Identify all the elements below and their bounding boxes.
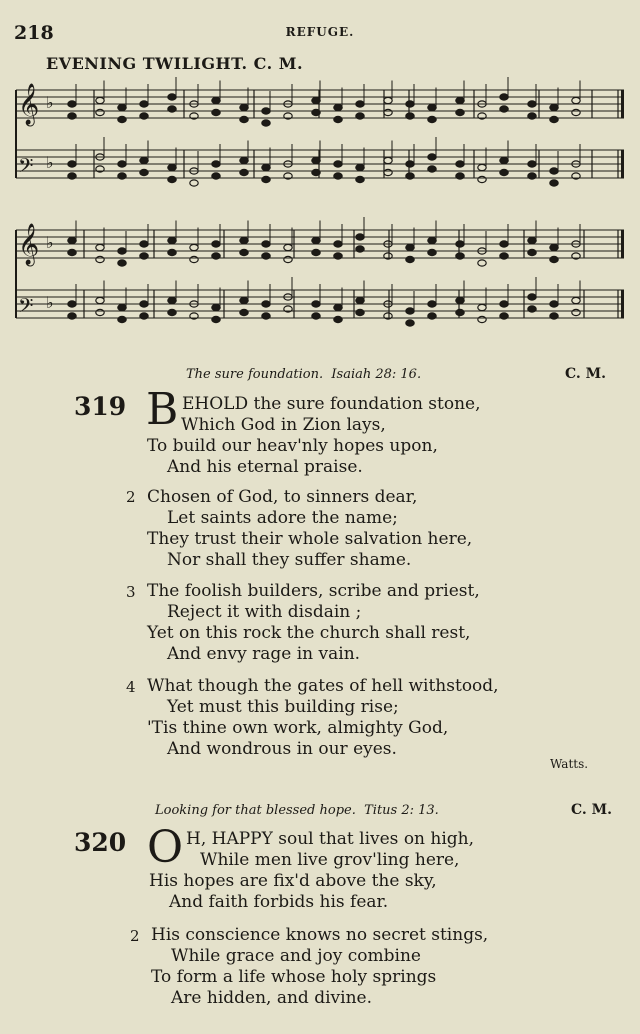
note-head	[118, 116, 126, 122]
final-bar	[621, 230, 624, 258]
note-head	[262, 313, 270, 319]
note-head	[356, 101, 364, 107]
note-head	[356, 297, 364, 303]
note-head	[240, 157, 248, 163]
note-head	[68, 313, 76, 319]
note-head	[528, 294, 536, 300]
note-head	[428, 237, 436, 243]
note-head	[334, 253, 342, 259]
note-head	[550, 168, 558, 174]
note-head	[528, 101, 536, 107]
note-head	[68, 101, 76, 107]
final-bar	[621, 150, 624, 178]
hymn-319-heading: The sure foundation. Isaiah 28: 16.	[186, 367, 422, 382]
note-head	[428, 116, 436, 122]
note-head	[428, 249, 436, 255]
hymn-319-verse-4-number: 4	[126, 678, 136, 696]
hymn-319-verse-3-number: 3	[126, 583, 136, 601]
note-head	[428, 313, 436, 319]
note-head	[168, 249, 176, 255]
note-head	[140, 241, 148, 247]
hymn-320-line-2: While men live grov'ling here,	[200, 850, 460, 870]
note-head	[240, 249, 248, 255]
note-head	[456, 253, 464, 259]
note-head	[334, 241, 342, 247]
note-head	[312, 237, 320, 243]
note-head	[140, 113, 148, 119]
note-head	[550, 256, 558, 262]
note-head	[262, 176, 270, 182]
note-head	[572, 97, 580, 103]
note-head	[500, 301, 508, 307]
note-head	[384, 169, 392, 175]
note-head	[550, 104, 558, 110]
key-signature-flat-icon: ♭	[46, 293, 54, 312]
hymn-319-line-3: To build our heav'nly hopes upon,	[147, 436, 438, 456]
note-head	[334, 173, 342, 179]
page-number: 218	[14, 22, 54, 44]
note-head	[96, 244, 104, 250]
note-head	[500, 313, 508, 319]
note-head	[240, 309, 248, 315]
note-head	[190, 256, 198, 262]
note-head	[68, 237, 76, 243]
hymn-319-line-1: EHOLD the sure foundation stone,	[182, 394, 481, 414]
note-head	[500, 94, 508, 100]
note-head	[118, 161, 126, 167]
note-head	[118, 304, 126, 310]
note-head	[118, 316, 126, 322]
note-head	[528, 306, 536, 312]
note-head	[68, 113, 76, 119]
note-head	[572, 297, 580, 303]
hymn-319-v2-line-3: They trust their whole salvation here,	[147, 529, 473, 549]
note-head	[212, 109, 220, 115]
note-head	[478, 316, 486, 322]
hymn-319-author: Watts.	[550, 757, 589, 771]
hymn-320-number: 320	[74, 828, 127, 857]
note-head	[262, 120, 270, 126]
note-head	[478, 260, 486, 266]
note-head	[118, 248, 126, 254]
note-head	[96, 297, 104, 303]
note-head	[478, 304, 486, 310]
hymn-319-number: 319	[74, 392, 127, 421]
hymn-320-v2-line-2: While grace and joy combine	[171, 946, 421, 966]
note-head	[384, 97, 392, 103]
note-head	[334, 116, 342, 122]
note-head	[284, 256, 292, 262]
note-head	[456, 161, 464, 167]
note-head	[118, 173, 126, 179]
note-head	[68, 249, 76, 255]
note-head	[428, 104, 436, 110]
key-signature-flat-icon: ♭	[46, 93, 54, 112]
note-head	[456, 309, 464, 315]
note-head	[572, 109, 580, 115]
note-head	[334, 104, 342, 110]
bass-clef-icon: 𝄢	[18, 154, 34, 182]
hymn-320-v2-line-4: Are hidden, and divine.	[171, 988, 372, 1008]
note-head	[428, 154, 436, 160]
note-head	[406, 244, 414, 250]
note-head	[212, 253, 220, 259]
key-signature-flat-icon: ♭	[46, 233, 54, 252]
note-head	[212, 173, 220, 179]
note-head	[140, 157, 148, 163]
hymn-320-meter: C. M.	[571, 802, 613, 818]
hymn-320-v2-line-1: His conscience knows no secret stings,	[151, 925, 489, 945]
hymn-320-verse-2-number: 2	[130, 927, 140, 945]
note-head	[456, 173, 464, 179]
note-head	[140, 101, 148, 107]
note-head	[550, 313, 558, 319]
note-head	[96, 256, 104, 262]
hymn-319-line-2: Which God in Zion lays,	[181, 415, 386, 435]
note-head	[528, 237, 536, 243]
note-head	[212, 241, 220, 247]
note-head	[262, 108, 270, 114]
treble-clef-icon: 𝄞	[18, 84, 40, 125]
note-head	[406, 161, 414, 167]
note-head	[168, 106, 176, 112]
note-head	[96, 309, 104, 315]
note-head	[406, 308, 414, 314]
note-head	[312, 109, 320, 115]
note-head	[528, 249, 536, 255]
note-head	[68, 173, 76, 179]
sheet-music	[14, 72, 626, 344]
note-head	[140, 253, 148, 259]
hymn-319-line-4: And his eternal praise.	[167, 457, 363, 477]
note-head	[262, 253, 270, 259]
final-bar	[621, 90, 624, 118]
note-head	[168, 237, 176, 243]
note-head	[572, 309, 580, 315]
note-head	[140, 301, 148, 307]
hymn-319-v4-line-3: 'Tis thine own work, almighty God,	[147, 718, 449, 738]
note-head	[334, 316, 342, 322]
note-head	[284, 244, 292, 250]
note-head	[528, 113, 536, 119]
key-signature-flat-icon: ♭	[46, 153, 54, 172]
note-head	[168, 297, 176, 303]
note-head	[384, 109, 392, 115]
note-head	[312, 301, 320, 307]
note-head	[406, 113, 414, 119]
note-head	[500, 241, 508, 247]
note-head	[384, 157, 392, 163]
note-head	[118, 104, 126, 110]
note-head	[212, 304, 220, 310]
note-head	[140, 313, 148, 319]
hymn-320-line-4: And faith forbids his fear.	[169, 892, 389, 912]
note-head	[240, 169, 248, 175]
hymn-320-line-1: H, HAPPY soul that lives on high,	[186, 829, 475, 849]
note-head	[334, 161, 342, 167]
final-bar	[621, 290, 624, 318]
note-head	[312, 249, 320, 255]
note-head	[312, 97, 320, 103]
note-head	[262, 301, 270, 307]
note-head	[312, 313, 320, 319]
note-head	[212, 97, 220, 103]
tune-name: EVENING TWILIGHT.	[46, 54, 248, 73]
hymn-319-v4-line-1: What though the gates of hell withstood,	[147, 676, 499, 696]
note-head	[356, 164, 364, 170]
note-head	[456, 97, 464, 103]
note-head	[406, 101, 414, 107]
bass-clef-icon: 𝄢	[18, 294, 34, 322]
hymn-319-meter: C. M.	[565, 366, 607, 382]
tune-title	[46, 54, 303, 73]
tune-meter: C. M.	[253, 54, 304, 73]
hymn-320-v2-line-3: To form a life whose holy springs	[151, 967, 437, 987]
hymn-320-drop-cap: O	[147, 822, 184, 873]
note-head	[406, 173, 414, 179]
note-head	[168, 94, 176, 100]
note-head	[168, 309, 176, 315]
note-head	[356, 309, 364, 315]
note-head	[96, 109, 104, 115]
note-head	[96, 97, 104, 103]
note-head	[406, 320, 414, 326]
note-head	[356, 176, 364, 182]
note-head	[550, 301, 558, 307]
note-head	[500, 253, 508, 259]
note-head	[528, 173, 536, 179]
note-head	[550, 116, 558, 122]
note-head	[168, 176, 176, 182]
running-head: REFUGE.	[285, 25, 355, 39]
note-head	[190, 244, 198, 250]
note-head	[478, 164, 486, 170]
hymn-319-verse-2-number: 2	[126, 488, 136, 506]
note-head	[456, 241, 464, 247]
note-head	[428, 166, 436, 172]
note-head	[312, 157, 320, 163]
hymn-319-v3-line-4: And envy rage in vain.	[167, 644, 361, 664]
note-head	[262, 164, 270, 170]
hymn-319-v3-line-1: The foolish builders, scribe and priest,	[147, 581, 480, 601]
note-head	[262, 241, 270, 247]
note-head	[406, 256, 414, 262]
note-head	[140, 169, 148, 175]
note-head	[68, 301, 76, 307]
note-head	[500, 169, 508, 175]
hymn-319-v3-line-3: Yet on this rock the church shall rest,	[147, 623, 471, 643]
hymn-319-drop-cap: B	[146, 384, 179, 435]
note-head	[68, 161, 76, 167]
note-head	[356, 234, 364, 240]
note-head	[240, 104, 248, 110]
note-head	[312, 169, 320, 175]
note-head	[118, 260, 126, 266]
note-head	[240, 237, 248, 243]
note-head	[356, 246, 364, 252]
note-head	[212, 161, 220, 167]
note-head	[550, 244, 558, 250]
note-head	[428, 301, 436, 307]
hymn-319-v4-line-2: Yet must this building rise;	[167, 697, 399, 717]
note-head	[456, 297, 464, 303]
note-head	[212, 316, 220, 322]
note-head	[500, 106, 508, 112]
note-head	[240, 297, 248, 303]
hymn-319-v2-line-2: Let saints adore the name;	[167, 508, 398, 528]
note-head	[240, 116, 248, 122]
hymn-320-line-3: His hopes are fix'd above the sky,	[149, 871, 437, 891]
note-head	[500, 157, 508, 163]
note-head	[528, 161, 536, 167]
note-head	[334, 304, 342, 310]
note-head	[356, 113, 364, 119]
hymn-319-v2-line-4: Nor shall they suffer shame.	[167, 550, 412, 570]
hymn-319-v4-line-4: And wondrous in our eyes.	[167, 739, 397, 759]
hymn-319-v2-line-1: Chosen of God, to sinners dear,	[147, 487, 418, 507]
note-head	[478, 176, 486, 182]
treble-clef-icon: 𝄞	[18, 224, 40, 265]
hymn-319-v3-line-2: Reject it with disdain ;	[167, 602, 362, 622]
hymn-320-heading: Looking for that blessed hope. Titus 2: 13.	[155, 803, 439, 818]
note-head	[456, 109, 464, 115]
note-head	[550, 180, 558, 186]
note-head	[190, 180, 198, 186]
note-head	[168, 164, 176, 170]
